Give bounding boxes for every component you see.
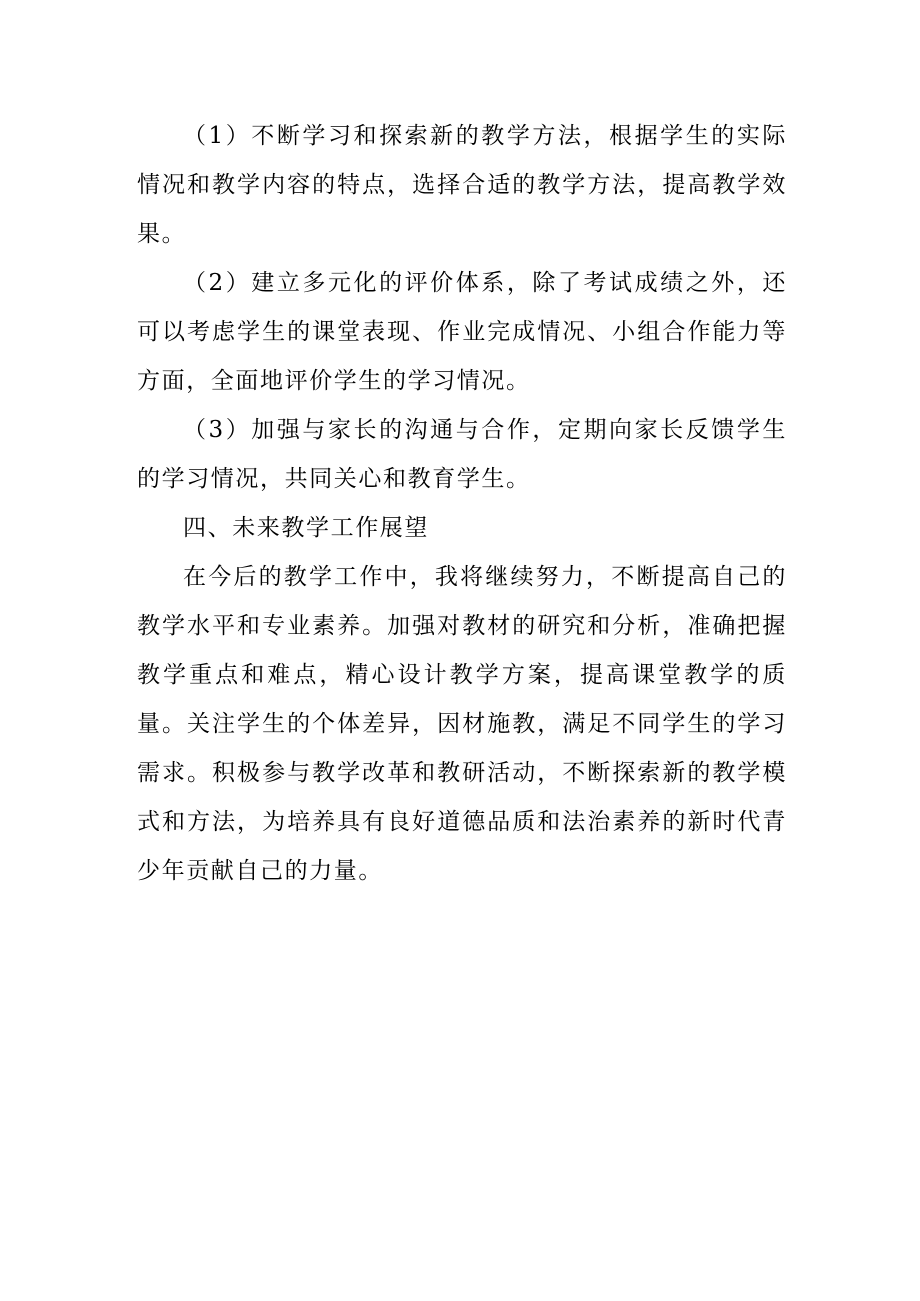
paragraph-outlook: 在今后的教学工作中，我将继续努力，不断提高自己的教学水平和专业素养。加强对教材的研究和分析，准确把握教学重点和难点，精心设计教学方案，提高课堂教学的质量。关注学生的个体差异，因材施教，满足不同学生的学习需求。积极参与教学改革和教研活动，不断探索新的教学模式和方法，为培养具有良好道德品质和法治素养的新时代青少年贡献自己的力量。 [137,564,787,884]
paragraph-measure-1: （1）不断学习和探索新的教学方法，根据学生的实际情况和教学内容的特点，选择合适的教学方法，提高教学效果。 [137,123,787,247]
document-body [137,112,787,896]
paragraph-measure-2: （2）建立多元化的评价体系，除了考试成绩之外，还可以考虑学生的课堂表现、作业完成情况、小组合作能力等方面，全面地评价学生的学习情况。 [137,270,787,394]
section-heading-outlook: 四、未来教学工作展望 [183,515,429,541]
paragraph-measure-3: （3）加强与家长的沟通与合作，定期向家长反馈学生的学习情况，共同关心和教育学生。 [137,417,787,492]
